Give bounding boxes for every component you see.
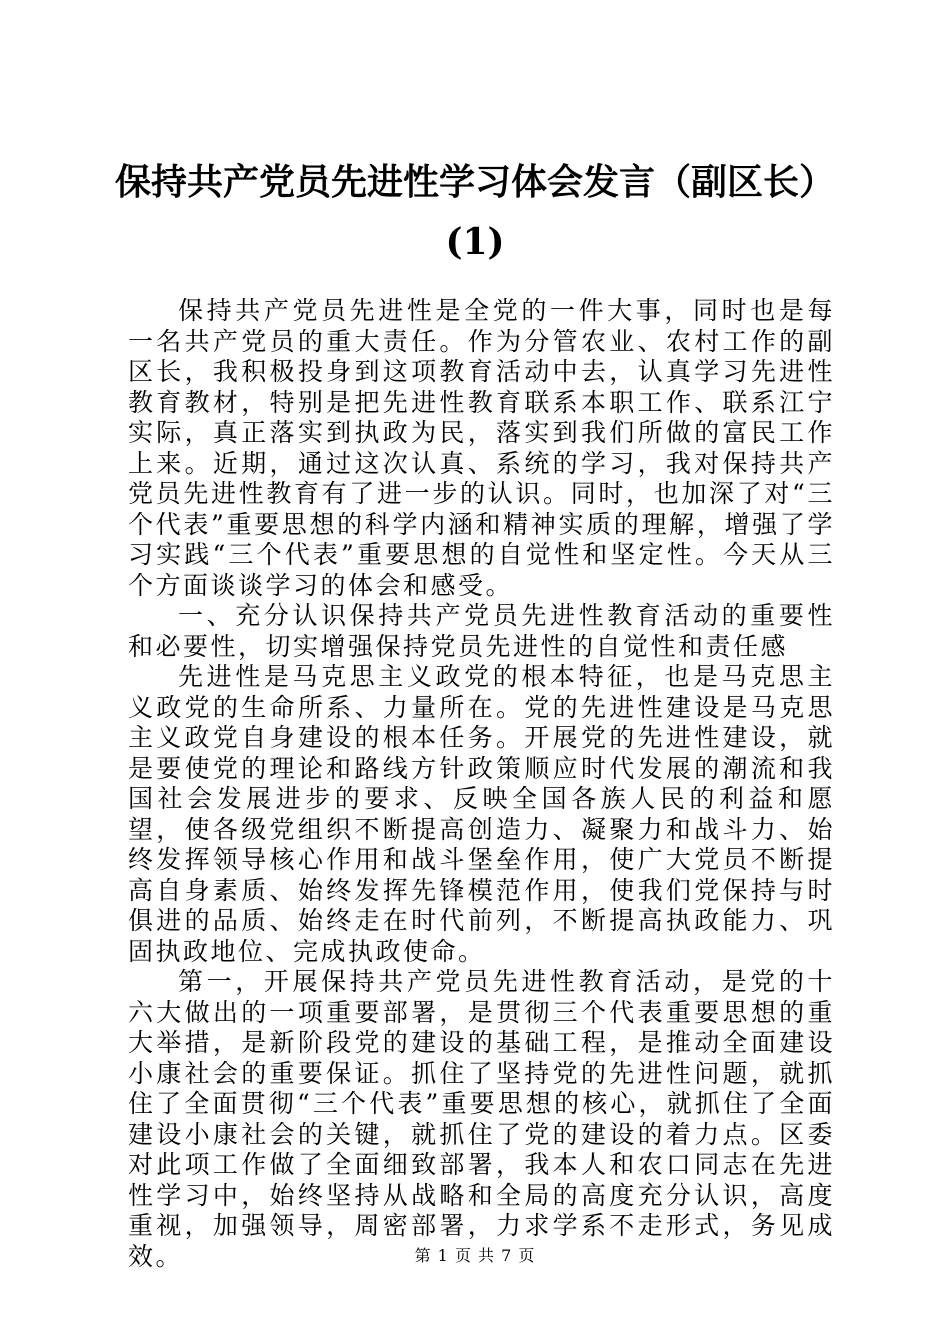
document-title-suffix: (1) xyxy=(445,221,505,263)
document-title: 保持共产党员先进性学习体会发言（副区长） xyxy=(114,161,835,203)
document-body xyxy=(128,296,835,1272)
paragraph-advancedness: 先进性是马克思主义政党的根本特征，也是马克思主义政党的生命所系、力量所在。党的先进性建设是马克思主义政党自身建设的根本任务。开展党的先进性建设，就是要使党的理论和路线方针政策顺应时代发展的潮流和我国社会发展进步的要求、反映全国各族人民的利益和愿望，使各级党组织不断提高创造力、凝聚力和战斗力、始终发挥领导核心作用和战斗堡垒作用，使广大党员不断提高自身素质、始终发挥先锋模范作用，使我们党保持与时俱进的品质、始终走在时代前列，不断提高执政能力、巩固执政地位、完成执政使命。 xyxy=(128,662,835,966)
paragraph-intro: 保持共产党员先进性是全党的一件大事，同时也是每一名共产党员的重大责任。作为分管农业、农村工作的副区长，我积极投身到这项教育活动中去，认真学习先进性教育教材，特别是把先进性教育联系本职工作、联系江宁实际，真正落实到执政为民，落实到我们所做的富民工作上来。近期，通过这次认真、系统的学习，我对保持共产党员先进性教育有了进一步的认识。同时，也加深了对“三个代表”重要思想的科学内涵和精神实质的理解，增强了学习实践“三个代表”重要思想的自觉性和坚定性。今天从三个方面谈谈学习的体会和感受。 xyxy=(128,296,835,600)
page-footer: 第 1 页 共 7 页 xyxy=(414,1246,536,1265)
paragraph-first-point: 第一，开展保持共产党员先进性教育活动，是党的十六大做出的一项重要部署，是贯彻三个代表重要思想的重大举措，是新阶段党的建设的基础工程，是推动全面建设小康社会的重要保证。抓住了坚持党的先进性问题，就抓住了全面贯彻“三个代表”重要思想的核心，就抓住了全面建设小康社会的关键，就抓住了党的建设的着力点。区委对此项工作做了全面细致部署，我本人和农口同志在先进性学习中，始终坚持从战略和全局的高度充分认识，高度重视，加强领导，周密部署，力求学系不走形式，务见成效。 xyxy=(128,967,835,1271)
paragraph-section-heading: 一、充分认识保持共产党员先进性教育活动的重要性和必要性，切实增强保持党员先进性的自觉性和责任感 xyxy=(128,601,835,661)
